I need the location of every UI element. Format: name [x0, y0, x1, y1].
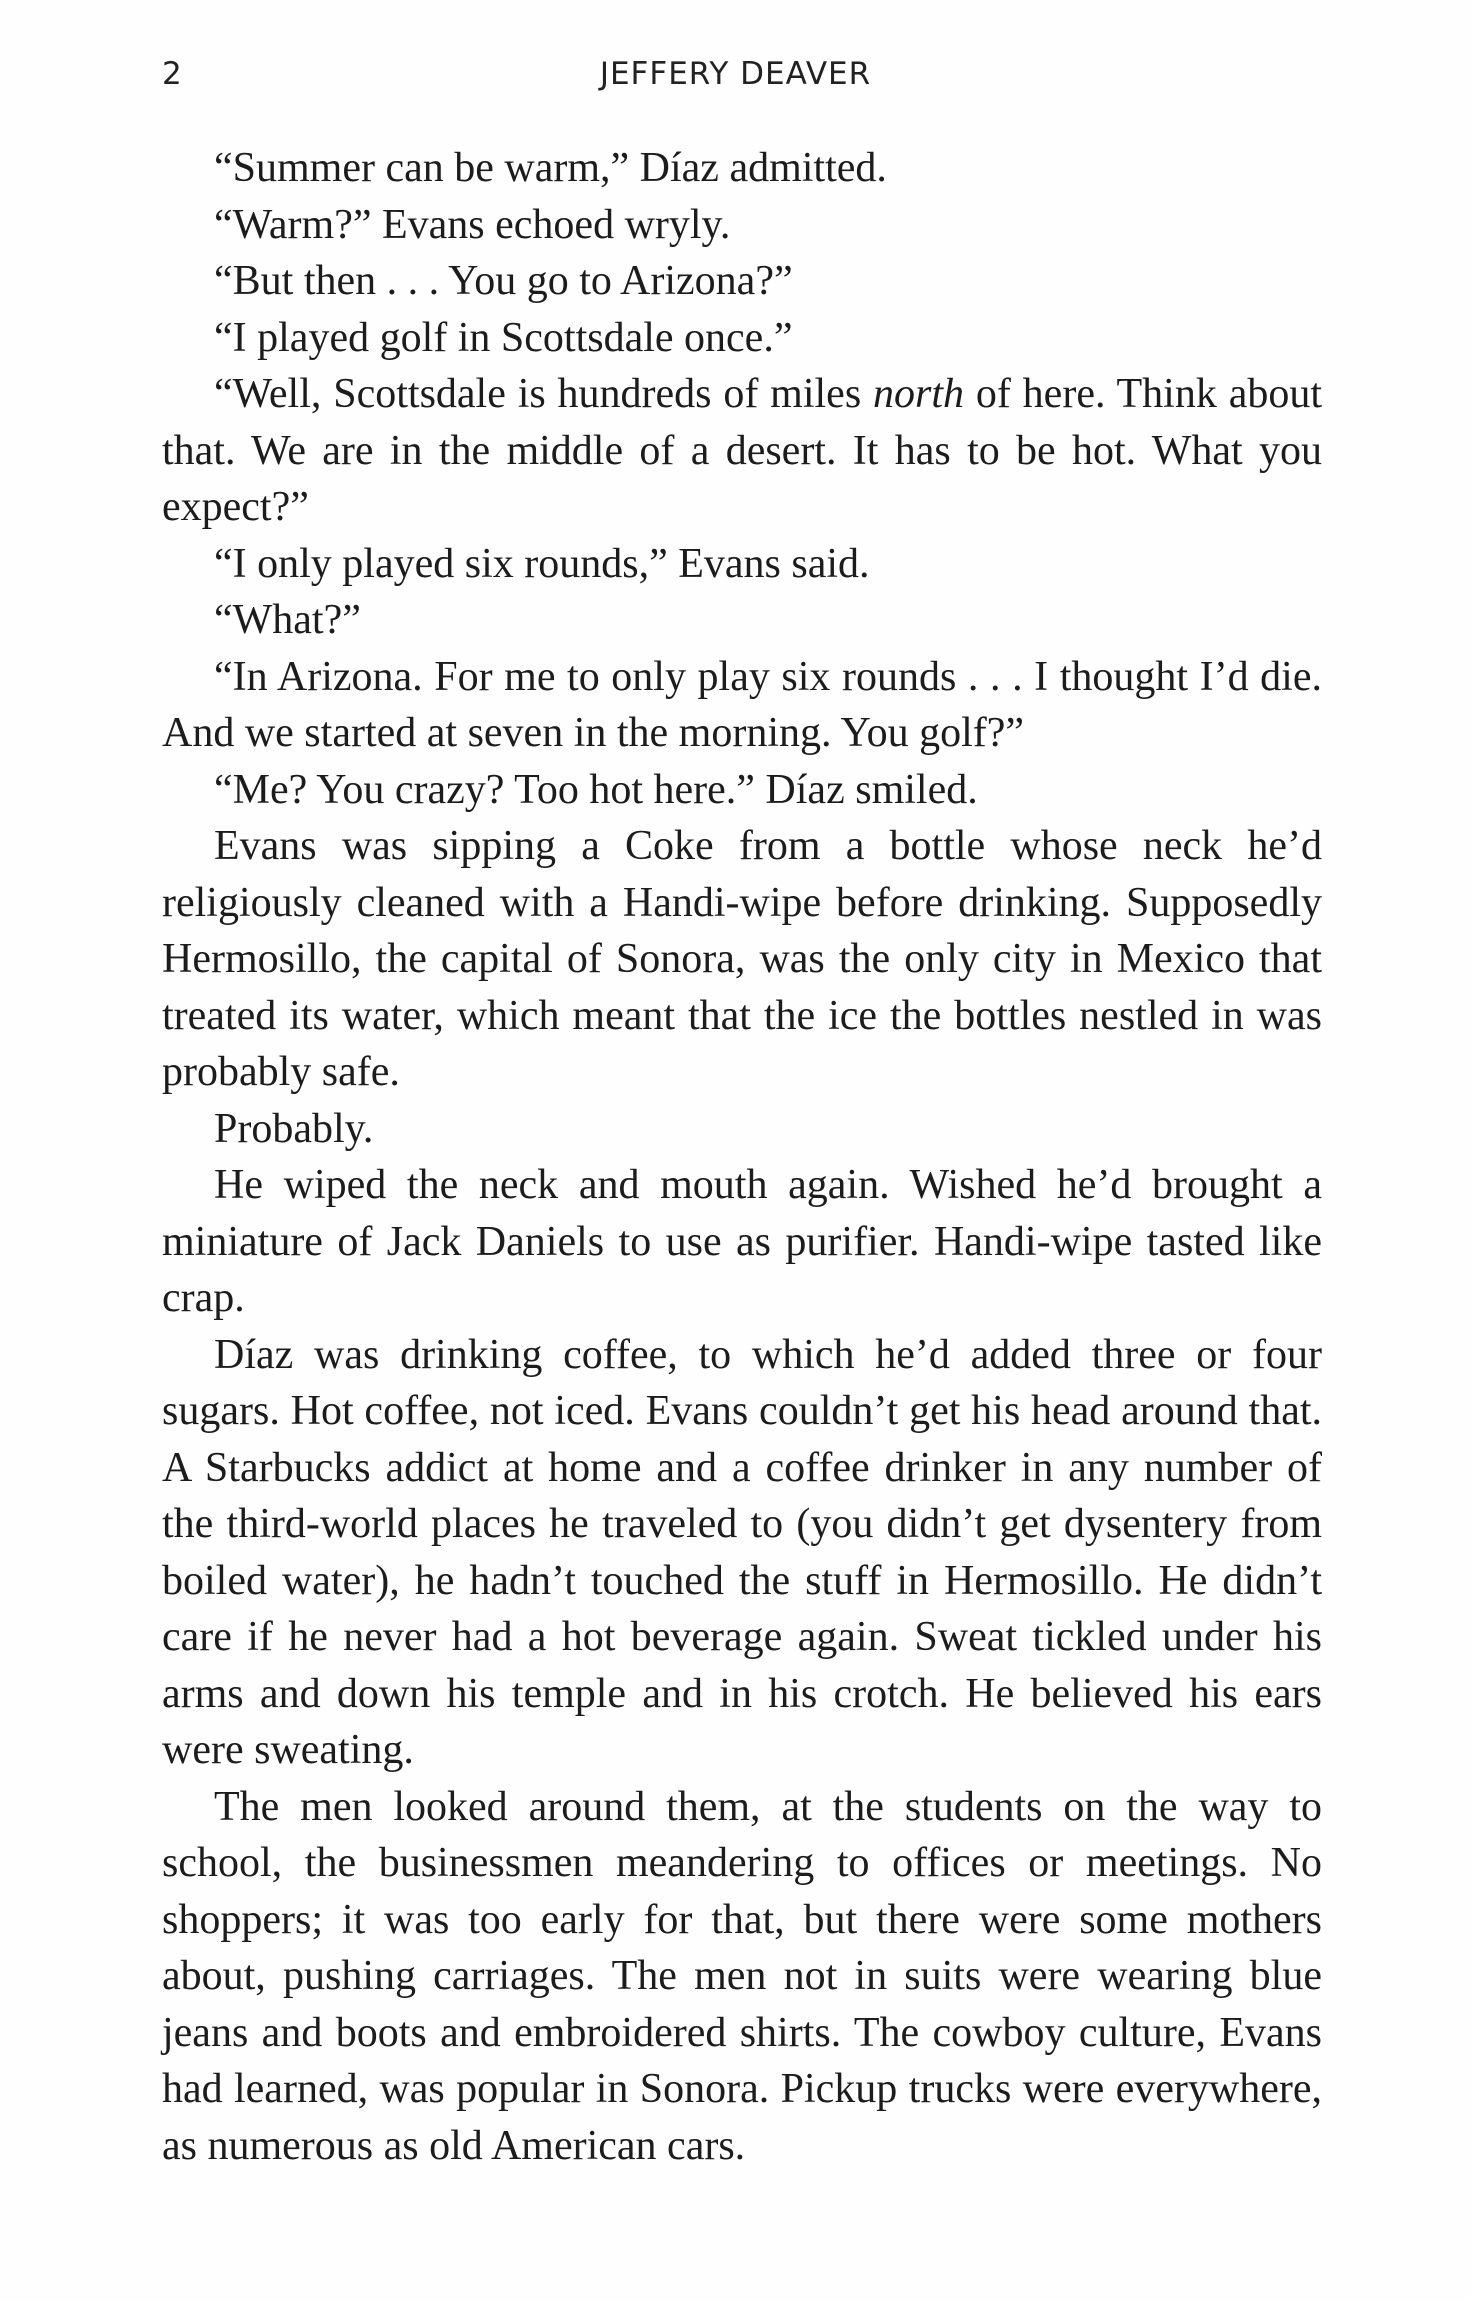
- running-head: [0, 56, 1471, 106]
- paragraph: The men looked around them, at the students on the way to school, the businessmen meandering to offices or meetings. No shoppers; it was too early for that, but there were some mothers about, pushing carriages. The men not in suits were wearing blue jeans and boots and embroidered shirts. The cowboy culture, Evans had learned, was popular in Sonora. Pickup trucks were everywhere, as numerous as old American cars.: [162, 1783, 1322, 2169]
- running-title: JEFFERY DEAVER: [599, 56, 872, 92]
- paragraph: “I played golf in Scottsdale once.”: [214, 314, 793, 361]
- paragraph: Evans was sipping a Coke from a bottle whose neck he’d religiously cleaned with a Handi-wipe before drinking. Supposedly Hermosillo, the capital of Sonora, was the only city in Mexico that treated its water, which meant that the ice the bottles nestled in was probably safe.: [162, 823, 1322, 1095]
- body-text: [162, 140, 1322, 2174]
- paragraph-text: “Well, Scottsdale is hundreds of miles: [214, 371, 874, 417]
- paragraph: [162, 366, 1322, 536]
- paragraph: “In Arizona. For me to only play six rounds . . . I thought I’d die. And we started at seven in the morning. You golf?”: [162, 653, 1322, 756]
- emphasis-text: north: [873, 371, 965, 417]
- paragraph: He wiped the neck and mouth again. Wished he’d brought a miniature of Jack Daniels to use as purifier. Handi-wipe tasted like crap.: [162, 1162, 1322, 1321]
- paragraph: “What?”: [214, 597, 361, 643]
- paragraph: Probably.: [214, 1105, 374, 1152]
- paragraph: “Summer can be warm,” Díaz admitted.: [214, 145, 887, 191]
- paragraph: “Me? You crazy? Too hot here.” Díaz smiled.: [214, 766, 978, 813]
- paragraph: Díaz was drinking coffee, to which he’d added three or four sugars. Hot coffee, not iced. Evans couldn’t get his head around that. A Starbucks addict at home and a coffee drinker in any number of the third-world places he traveled to (you didn’t get dysentery from boiled water), he hadn’t touched the stuff in Hermosillo. He didn’t care if he never had a hot beverage again. Sweat tickled under his arms and down his temple and in his crotch. He believed his ears were sweating.: [162, 1331, 1322, 1773]
- paragraph: “Warm?” Evans echoed wryly.: [214, 201, 731, 248]
- paragraph: “I only played six rounds,” Evans said.: [214, 540, 870, 587]
- paragraph: “But then . . . You go to Arizona?”: [214, 258, 793, 304]
- paragraph-text: of here. Think about that. We are in the middle of a desert. It has to be hot. What you expect?”: [162, 371, 1323, 530]
- page-number: 2: [162, 56, 183, 92]
